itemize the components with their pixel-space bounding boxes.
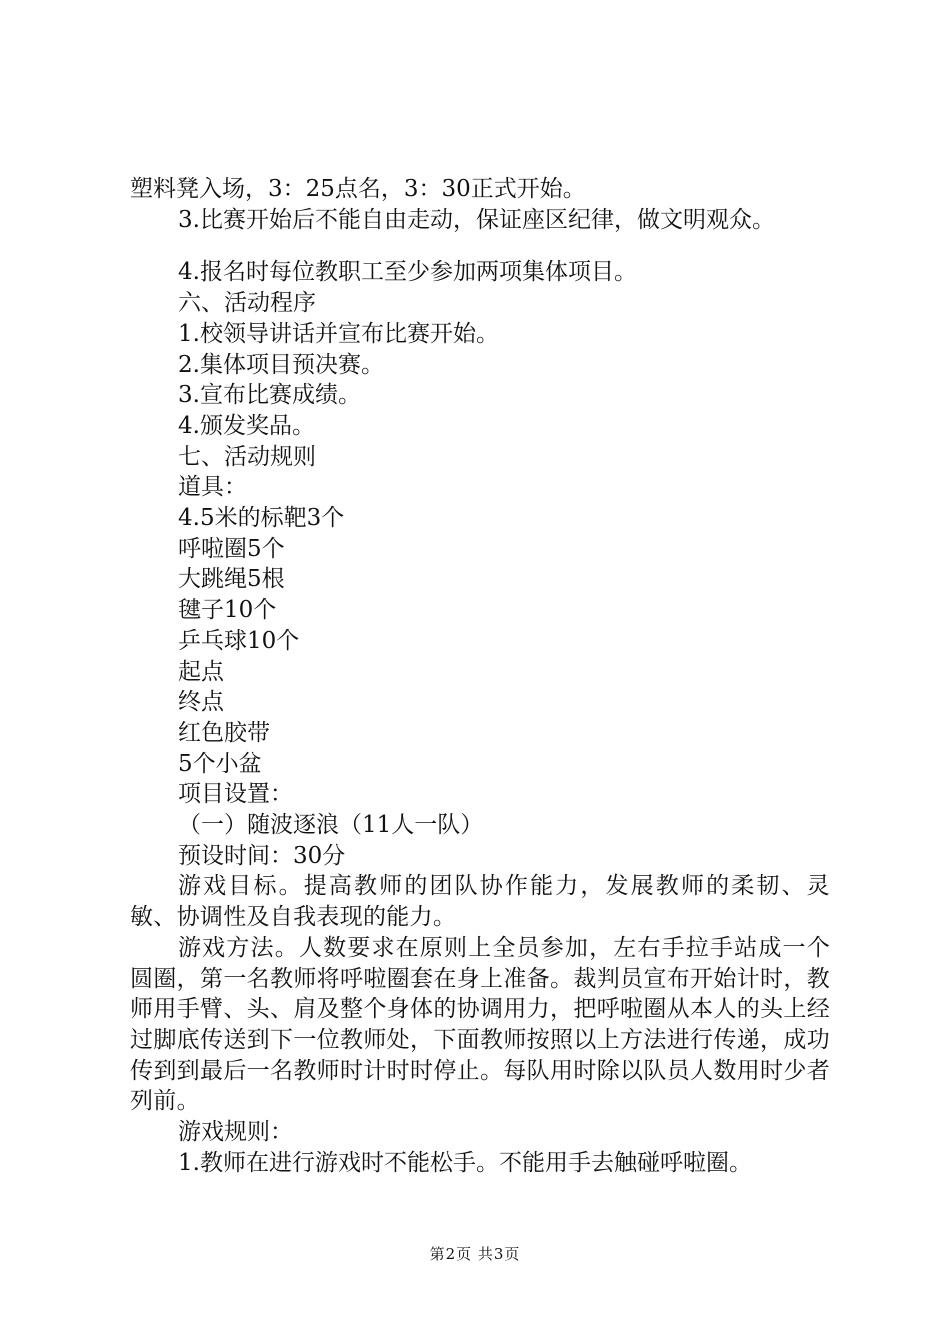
text-line: 2.集体项目预决赛。 bbox=[178, 351, 384, 378]
document-body bbox=[130, 174, 830, 1179]
list-item: 4.5米的标靶3个 bbox=[178, 505, 345, 532]
text-line: 4.报名时每位教职工至少参加两项集体项目。 bbox=[178, 259, 637, 286]
paragraph: 游戏目标。提高教师的团队协作能力，发展教师的柔韧、灵敏、协调性及自我表现的能力。 bbox=[130, 873, 830, 931]
section-heading: 六、活动程序 bbox=[178, 290, 316, 317]
list-item: 起点 bbox=[178, 658, 224, 685]
text-line: 3.宣布比赛成绩。 bbox=[178, 382, 361, 409]
spacer bbox=[130, 235, 830, 257]
text-line: 预设时间：30分 bbox=[178, 842, 346, 869]
list-item: 5个小盆 bbox=[178, 750, 262, 777]
subsection-heading: （一）随波逐浪（11人一队） bbox=[178, 812, 484, 839]
list-item: 毽子10个 bbox=[178, 597, 277, 624]
list-item: 终点 bbox=[178, 689, 224, 716]
text-line: 3.比赛开始后不能自由走动，保证座区纪律，做文明观众。 bbox=[178, 206, 775, 233]
text-line: 4.颁发奖品。 bbox=[178, 412, 315, 439]
text-line: 1.教师在进行游戏时不能松手。不能用手去触碰呼啦圈。 bbox=[178, 1149, 752, 1176]
list-item: 乒乓球10个 bbox=[178, 627, 300, 654]
text-line: 塑料凳入场，3：25点名，3：30正式开始。 bbox=[130, 176, 586, 202]
text-line: 项目设置： bbox=[178, 781, 293, 808]
list-item: 大跳绳5根 bbox=[178, 566, 285, 593]
list-item: 红色胶带 bbox=[178, 719, 270, 746]
text-line: 1.校领导讲话并宣布比赛开始。 bbox=[178, 320, 499, 347]
page-footer: 第2页 共3页 bbox=[429, 1245, 521, 1263]
text-line: 道具： bbox=[178, 474, 247, 501]
paragraph: 游戏方法。人数要求在原则上全员参加，左右手拉手站成一个圆圈，第一名教师将呼啦圈套在身上准备。裁判员宣布开始计时，教师用手臂、头、肩及整个身体的协调用力，把呼啦圈从本人的头上经过脚底传送到下一位教师处，下面教师按照以上方法进行传递，成功传到到最后一名教师时计时时停止。每队用时除以队员人数用时少者列前。 bbox=[130, 934, 830, 1115]
list-item: 呼啦圈5个 bbox=[178, 535, 285, 562]
text-line: 游戏规则： bbox=[178, 1119, 293, 1146]
section-heading: 七、活动规则 bbox=[178, 443, 316, 470]
